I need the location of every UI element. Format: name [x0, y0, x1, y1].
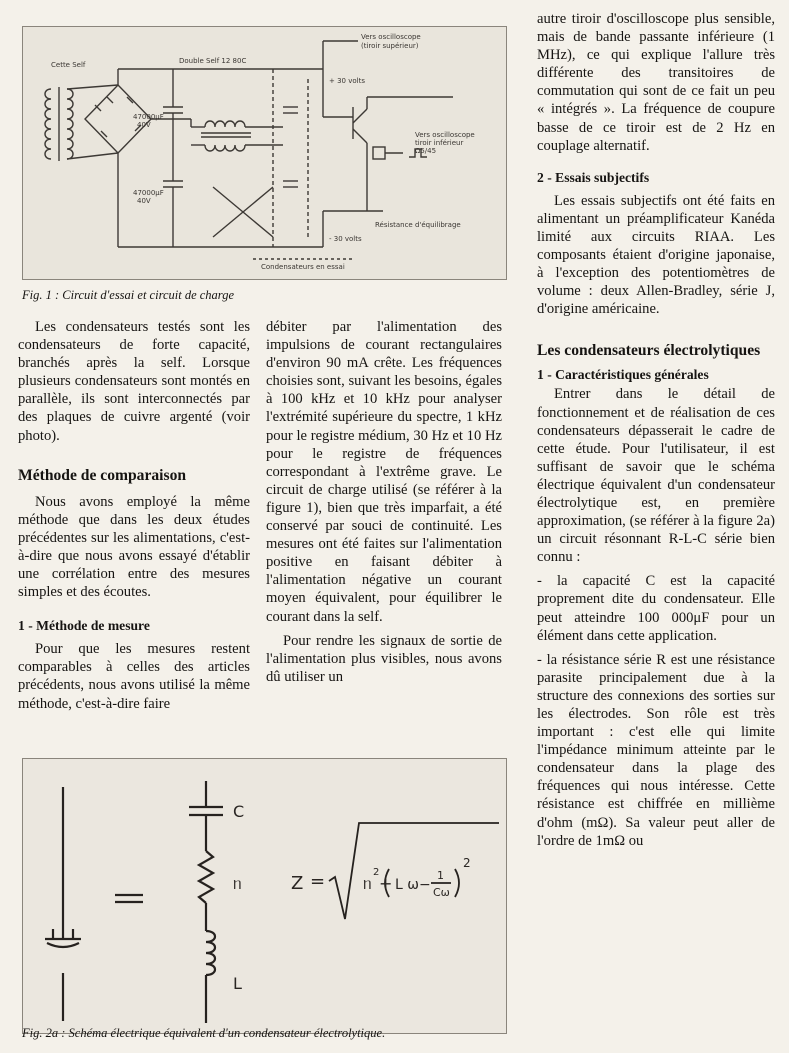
formula-exp: 2 [463, 856, 471, 870]
formula-plus: + [379, 874, 393, 893]
circuit-diagram [23, 27, 506, 279]
col3-paragraph-1: autre tiroir d'oscilloscope plus sensible, mais de bande passante inférieure (1 MHz), ce qui explique l'allure très différente des transitoires de commutation qui sont de ce fait un peu « intégrés ». La fréquence de coupure basse de ce tiroir est de 2 Hz en couplage alternatif. [537, 11, 775, 154]
label-oscillo-right-sub1: tiroir inférieur [415, 139, 464, 147]
col1-paragraph-3: Pour que les mesures restent comparables à celles des articles précédents, nous avons utilisé la même méthode, c'est-à-dire faire [18, 641, 250, 712]
label-cap-bottom: 47000μF [133, 189, 164, 197]
formula-q: ᥒ [363, 874, 372, 893]
column-1 [18, 318, 250, 713]
label-cap-bottom-v: 40V [137, 197, 151, 205]
col1-paragraph-1: Les condensateurs testés sont les condensateurs de forte capacité, branchés après la self. Lorsque plusieurs condensateurs sont montés en parallèle, ils sont interconnectés par des plaques de cuivre argenté (voir photo). [18, 319, 250, 444]
label-plus-30: + 30 volts [329, 77, 365, 85]
col3-paragraph-3: Entrer dans le détail de fonctionnement et de réalisation de ces condensateurs dépasserait le cadre de cette étude. Pour l'utilisateur, il est suffisant de savoir que le schéma électrique équivalent d'un condensateur électrolytique est, en première approximation, (se référer à la figure 2a) un circuit résonnant R-L-C série bien connu : [537, 386, 775, 566]
label-r: ᥒ [233, 874, 242, 893]
label-oscillo-top-sub: (tiroir supérieur) [361, 42, 419, 50]
heading-condensateurs-electrolytiques: Les condensateurs électrolytiques [537, 342, 761, 360]
label-z: Z [291, 873, 304, 894]
label-cap-top: 47000μF [133, 113, 164, 121]
label-oscillo-right-sub2: Ω5/45 [415, 147, 437, 155]
formula-q-exp: 2 [373, 867, 380, 878]
formula-l-omega: L ω [395, 877, 419, 893]
equivalent-circuit-diagram [23, 759, 506, 1033]
col3-dash-2: - la résistance série R est une résistance parasite principalement due à la structure des connexions des sorties sur les électrodes. Son rôle est très important : c'est elle qui limite l'impédance minimum atteinte par le condensateur dans la plage des fréquences qui nous intéresse. Cette résistance est chiffrée en millième d'ohm (mΩ). Sa valeur peut aller de l'ordre de 1mΩ ou [537, 651, 775, 849]
label-condensateurs: Condensateurs en essai [261, 263, 345, 271]
col3-dash-1: - la capacité C est la capacité proprement dite du condensateur. Elle peut atteindre 100 000μF pour un élément dans cette application. [537, 573, 775, 644]
label-top-left: Cette Self [51, 61, 86, 69]
label-double-self: Double Self 12 80C [179, 57, 247, 65]
heading-methode-mesure: 1 - Méthode de mesure [18, 618, 150, 634]
column-2 [266, 318, 502, 686]
figure-2a-schematic [22, 758, 507, 1034]
formula-den: Cω [433, 886, 450, 899]
equals-sign: = [310, 871, 326, 892]
formula-minus: − [419, 877, 431, 893]
label-minus-30: - 30 volts [329, 235, 362, 243]
heading-methode-comparaison: Méthode de comparaison [18, 466, 187, 484]
heading-caracteristiques: 1 - Caractéristiques générales [537, 367, 709, 383]
label-cap-top-v: 40V [137, 121, 151, 129]
sqrt-sign [329, 823, 499, 919]
label-resistance: Résistance d'équilibrage [375, 221, 461, 229]
col2-paragraph-1: débiter par l'alimentation des impulsions de courant rectangulaires d'environ 90 mA crête. Les fréquences choisies sont, suivant les besoins, égales à 100 kHz et 10 kHz pour analyser l'extrémité supérieure du spectre, 1 kHz pour le registre médium, 30 Hz et 10 Hz pour le registre de fréquences correspondant à l'extrême grave. Le circuit de charge utilisé (se référer à la figure 1), bien que très imparfait, a été conservé par souci de continuité. Les mesures ont été faites sur l'alimentation positive en faisant débiter à l'alimentation négative un courant moyen équivalent, pour équilibrer le courant dans la self. [266, 319, 502, 625]
label-oscillo-top: Vers oscilloscope [361, 33, 421, 41]
label-c: C [233, 802, 245, 821]
col2-paragraph-2: Pour rendre les signaux de sortie de l'alimentation plus visibles, nous avons dû utiliser un [266, 632, 502, 685]
column-3 [537, 10, 775, 850]
formula-num: 1 [437, 869, 444, 882]
heading-essais-subjectifs: 2 - Essais subjectifs [537, 169, 650, 185]
figure-2a-caption: Fig. 2a : Schéma électrique équivalent d'un condensateur électrolytique. [22, 1026, 386, 1040]
label-oscillo-right: Vers oscilloscope [415, 131, 475, 139]
col3-paragraph-2: Les essais subjectifs ont été faits en alimentant un préamplificateur Kanéda limité aux circuits RIAA. Les composants étaient d'origine japonaise, à l'exception des potentiomètres de volume : deux Allen-Bradley, série J, d'origine américaine. [537, 192, 775, 318]
figure-1-caption: Fig. 1 : Circuit d'essai et circuit de charge [22, 288, 235, 302]
col1-paragraph-2: Nous avons employé la même méthode que dans les deux études précédentes sur les alimentations, c'est-à-dire que nous avons essayé d'établir une corrélation entre des mesures simples et des écoutes. [18, 493, 250, 601]
figure-1-schematic [22, 26, 507, 280]
label-l: L [233, 974, 242, 993]
